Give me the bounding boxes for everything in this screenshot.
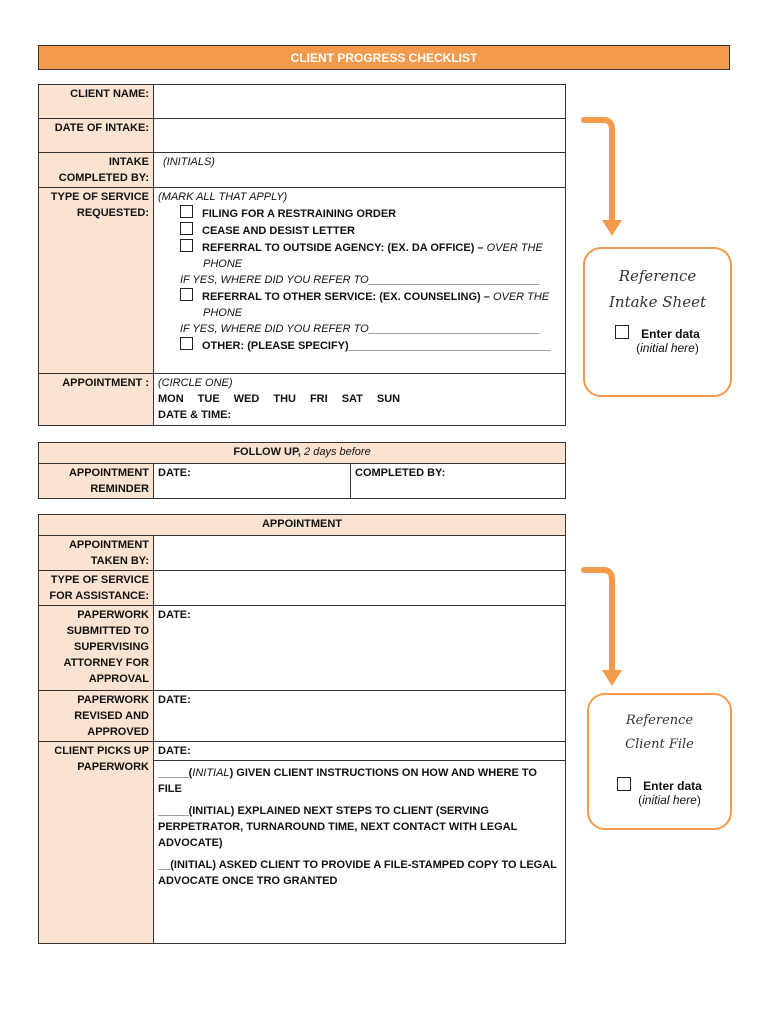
arrow-down-icon xyxy=(580,562,630,688)
date-of-intake-label xyxy=(39,119,154,153)
step-instructions[interactable] xyxy=(158,765,561,797)
date-of-intake-label-text: DATE OF INTAKE: xyxy=(54,122,149,134)
step-next-steps[interactable]: _____(INITIAL) EXPLAINED NEXT STEPS TO CLIENT (SERVING PERPETRATOR, TURNAROUND TIME, NEXT CONTACT WITH LEGAL ADVOCATE) xyxy=(158,805,518,849)
paperwork-submitted-label xyxy=(39,606,154,691)
option-referral-other-italic: OVER THE xyxy=(492,291,550,303)
option-other[interactable] xyxy=(158,337,561,354)
page-title-text: CLIENT PROGRESS CHECKLIST xyxy=(290,50,478,65)
option-referral-outside[interactable] xyxy=(158,239,561,256)
arrow-down-icon xyxy=(580,112,630,238)
day-options xyxy=(158,391,561,407)
step-instructions-initial: INITIAL xyxy=(192,767,230,779)
mark-all-hint: (MARK ALL THAT APPLY) xyxy=(158,191,288,203)
option-referral-other-label: REFERRAL TO OTHER SERVICE: (EX. COUNSELING) – xyxy=(202,291,490,303)
paperwork-revised-field[interactable] xyxy=(154,691,566,742)
paperwork-submitted-line3: SUPERVISING xyxy=(74,641,149,653)
reference-client-entry[interactable] xyxy=(589,777,730,793)
reminder-completed-label: COMPLETED BY: xyxy=(355,467,446,479)
reference-intake-title-line1: Reference xyxy=(618,267,697,285)
taken-by-label xyxy=(39,536,154,571)
reminder-label xyxy=(39,464,154,499)
step-file-stamped-copy[interactable]: __(INITIAL) ASKED CLIENT TO PROVIDE A FILE-STAMPED COPY TO LEGAL ADVOCATE ONCE TRO GRANTED xyxy=(158,859,557,887)
followup-header-italic: 2 days before xyxy=(304,446,371,458)
refer-question-1[interactable]: IF YES, WHERE DID YOU REFER TO____________________________ xyxy=(180,274,540,286)
taken-by-label-line1: APPOINTMENT xyxy=(68,539,149,551)
day-mon[interactable]: MON xyxy=(158,393,184,405)
reference-intake-sheet-box xyxy=(583,247,732,397)
service-requested-field xyxy=(154,188,566,374)
reminder-date-field[interactable] xyxy=(154,464,351,499)
paperwork-revised-label xyxy=(39,691,154,742)
service-requested-label xyxy=(39,188,154,374)
day-wed[interactable]: WED xyxy=(233,393,260,405)
refer-question-2[interactable]: IF YES, WHERE DID YOU REFER TO____________________________ xyxy=(180,323,540,335)
appointment-header xyxy=(39,515,566,536)
appointment-table xyxy=(38,514,566,944)
option-cease-label: CEASE AND DESIST LETTER xyxy=(202,225,355,237)
reminder-label-line1: APPOINTMENT xyxy=(68,467,149,479)
service-assistance-label-line2: FOR ASSISTANCE: xyxy=(49,590,149,602)
service-requested-label-line1: TYPE OF SERVICE xyxy=(50,191,149,203)
service-assistance-label-line1: TYPE OF SERVICE xyxy=(50,574,149,586)
reference-intake-hint xyxy=(585,341,730,355)
step-instructions-blank: _____( xyxy=(158,767,193,779)
pickup-field xyxy=(154,742,566,944)
option-restraining-order[interactable] xyxy=(158,205,561,222)
intake-completed-label xyxy=(39,153,154,188)
reference-intake-entry-label: Enter data xyxy=(641,327,700,341)
pickup-date-field[interactable]: DATE: xyxy=(154,742,565,761)
option-cease-desist[interactable] xyxy=(158,222,561,239)
checkbox-other[interactable] xyxy=(180,337,193,350)
initials-hint: (INITIALS) xyxy=(163,156,215,168)
reference-client-entry-label: Enter data xyxy=(643,779,702,793)
pickup-steps xyxy=(154,761,565,889)
day-sat[interactable]: SAT xyxy=(341,393,363,405)
option-referral-outside-phone: PHONE xyxy=(203,258,243,270)
checkbox-referral-outside[interactable] xyxy=(180,239,193,252)
followup-header xyxy=(39,443,566,464)
appointment-field xyxy=(154,374,566,426)
option-other-label: OTHER: (PLEASE SPECIFY)_________________________________ xyxy=(202,340,551,352)
reminder-completed-field[interactable] xyxy=(351,464,566,499)
reference-client-checkbox[interactable] xyxy=(617,777,631,791)
date-time-field[interactable]: DATE & TIME: xyxy=(158,409,232,421)
paperwork-submitted-date: DATE: xyxy=(158,609,191,621)
reference-intake-hint-open: ( xyxy=(636,341,641,355)
option-referral-other-phone: PHONE xyxy=(203,307,243,319)
intake-table xyxy=(38,84,566,426)
checkbox-cease-desist[interactable] xyxy=(180,222,193,235)
checkbox-referral-other[interactable] xyxy=(180,288,193,301)
followup-table xyxy=(38,442,566,499)
pickup-label xyxy=(39,742,154,944)
page-title xyxy=(38,45,730,70)
reference-intake-hint-close: ) xyxy=(694,341,699,355)
paperwork-revised-line2: REVISED AND xyxy=(74,710,149,722)
reference-client-title-line2: Client File xyxy=(625,737,694,752)
option-referral-outside-italic: OVER THE xyxy=(486,242,543,254)
paperwork-submitted-line4: ATTORNEY FOR xyxy=(63,657,149,669)
paperwork-revised-line3: APPROVED xyxy=(87,726,149,738)
date-of-intake-field[interactable] xyxy=(154,119,566,153)
checkbox-restraining-order[interactable] xyxy=(180,205,193,218)
taken-by-field[interactable] xyxy=(154,536,566,571)
intake-completed-label-line1: INTAKE xyxy=(108,156,149,168)
appointment-label-text: APPOINTMENT : xyxy=(62,377,149,389)
reference-client-hint-close: ) xyxy=(696,793,701,807)
day-sun[interactable]: SUN xyxy=(376,393,401,405)
reference-client-file-box xyxy=(587,693,732,830)
client-name-field[interactable] xyxy=(154,85,566,119)
appointment-header-text: APPOINTMENT xyxy=(261,518,343,530)
option-restraining-label: FILING FOR A RESTRAINING ORDER xyxy=(202,208,397,220)
option-referral-other[interactable] xyxy=(158,288,561,305)
step-instructions-text: ) GIVEN CLIENT INSTRUCTIONS ON HOW AND WHERE TO FILE xyxy=(158,767,537,795)
client-name-label-text: CLIENT NAME: xyxy=(70,88,149,100)
reference-intake-hint-italic: initial here xyxy=(640,341,695,355)
reference-intake-checkbox[interactable] xyxy=(615,325,629,339)
paperwork-submitted-line1: PAPERWORK xyxy=(77,609,149,621)
paperwork-submitted-field[interactable] xyxy=(154,606,566,691)
taken-by-label-line2: TAKEN BY: xyxy=(90,555,149,567)
paperwork-submitted-line2: SUBMITTED TO xyxy=(66,625,149,637)
appointment-label xyxy=(39,374,154,426)
reference-intake-title-line2: Intake Sheet xyxy=(608,293,706,311)
option-referral-outside-label: REFERRAL TO OUTSIDE AGENCY: (EX. DA OFFICE) – xyxy=(202,242,484,254)
client-name-label xyxy=(39,85,154,119)
reminder-date-label: DATE: xyxy=(158,467,191,479)
reference-intake-entry[interactable] xyxy=(585,325,730,341)
pickup-label-line1: CLIENT PICKS UP xyxy=(54,745,149,757)
reminder-label-line2: REMINDER xyxy=(90,483,149,495)
pickup-label-line2: PAPERWORK xyxy=(77,761,149,773)
day-tue[interactable]: TUE xyxy=(197,393,220,405)
intake-completed-label-line2: COMPLETED BY: xyxy=(58,172,149,184)
day-thu[interactable]: THU xyxy=(273,393,296,405)
reference-client-hint-italic: initial here xyxy=(642,793,697,807)
reference-client-title-line1: Reference xyxy=(625,713,694,728)
paperwork-submitted-line5: APPROVAL xyxy=(88,673,149,685)
intake-completed-field[interactable] xyxy=(154,153,566,188)
day-fri[interactable]: FRI xyxy=(309,393,328,405)
paperwork-revised-line1: PAPERWORK xyxy=(77,694,149,706)
reference-client-hint xyxy=(589,793,730,807)
circle-one-hint: (CIRCLE ONE) xyxy=(158,377,233,389)
reference-client-hint-open: ( xyxy=(638,793,643,807)
service-assistance-field[interactable] xyxy=(154,571,566,606)
service-requested-label-line2: REQUESTED: xyxy=(76,207,149,219)
followup-header-bold: FOLLOW UP, xyxy=(233,446,301,458)
service-assistance-label xyxy=(39,571,154,606)
paperwork-revised-date: DATE: xyxy=(158,694,191,706)
